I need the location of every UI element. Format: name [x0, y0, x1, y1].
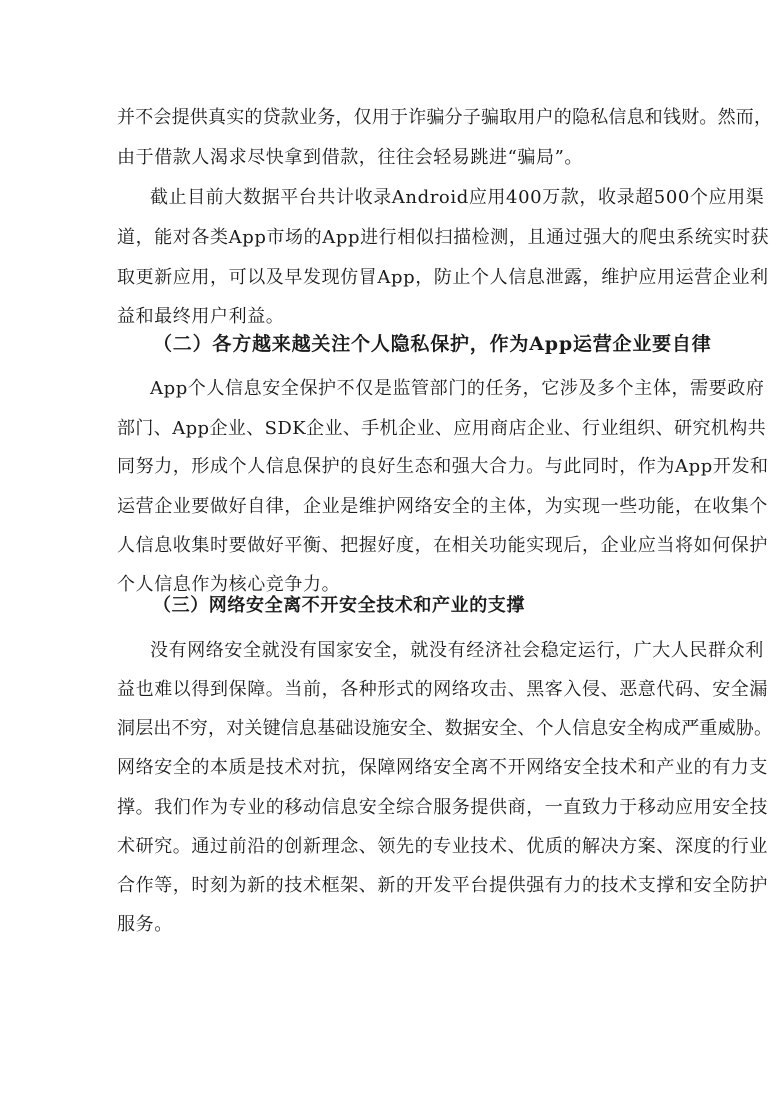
paragraph-3-line-5: 人信息收集时要做好平衡、把握好度，在相关功能实现后，企业应当将如何保护 — [117, 535, 768, 556]
paragraph-4-line-8: 服务。 — [117, 914, 173, 935]
paragraph-2-line-1: 截止目前大数据平台共计收录Android应用400万款，收录超500个应用渠 — [150, 187, 765, 208]
paragraph-3-line-2: 部门、App企业、SDK企业、手机企业、应用商店企业、行业组织、研究机构共 — [117, 418, 767, 439]
paragraph-3-line-1: App个人信息安全保护不仅是监管部门的任务，它涉及多个主体，需要政府 — [150, 378, 765, 399]
paragraph-2-line-2: 道，能对各类App市场的App进行相似扫描检测，且通过强大的爬虫系统实时获 — [117, 227, 770, 248]
section-heading-3: （三）网络安全离不开安全技术和产业的支撑 — [153, 595, 525, 616]
paragraph-4-line-3: 洞层出不穷，对关键信息基础设施安全、数据安全、个人信息安全构成严重威胁。 — [117, 718, 773, 739]
paragraph-4-line-4: 网络安全的本质是技术对抗，保障网络安全离不开网络安全技术和产业的有力支 — [117, 757, 768, 778]
paragraph-4-line-2: 益也难以得到保障。当前，各种形式的网络攻击、黑客入侵、恶意代码、安全漏 — [117, 679, 768, 700]
section-heading-2: （二）各方越来越关注个人隐私保护，作为App运营企业要自律 — [153, 333, 712, 355]
paragraph-2-line-3: 取更新应用，可以及早发现仿冒App，防止个人信息泄露，维护应用运营企业利 — [117, 267, 769, 288]
paragraph-4-line-5: 撑。我们作为专业的移动信息安全综合服务提供商，一直致力于移动应用安全技 — [117, 797, 768, 818]
paragraph-1-line-2: 由于借款人渴求尽快拿到借款，往往会轻易跳进“骗局”。 — [117, 147, 584, 168]
paragraph-4-line-7: 合作等，时刻为新的技术框架、新的开发平台提供强有力的技术支撑和安全防护 — [117, 875, 768, 896]
paragraph-3-line-6: 个人信息作为核心竞争力。 — [117, 574, 341, 595]
paragraph-3-line-4: 运营企业要做好自律，企业是维护网络安全的主体，为实现一些功能，在收集个 — [117, 496, 768, 517]
paragraph-4-line-1: 没有网络安全就没有国家安全，就没有经济社会稳定运行，广大人民群众利 — [150, 640, 764, 661]
paragraph-1-line-1: 并不会提供真实的贷款业务，仅用于诈骗分子骗取用户的隐私信息和钱财。然而， — [117, 107, 773, 128]
paragraph-3-line-3: 同努力，形成个人信息保护的良好生态和强大合力。与此同时，作为App开发和 — [117, 456, 769, 477]
paragraph-4-line-6: 术研究。通过前沿的创新理念、领先的专业技术、优质的解决方案、深度的行业 — [117, 836, 768, 857]
paragraph-2-line-4: 益和最终用户利益。 — [117, 306, 285, 327]
